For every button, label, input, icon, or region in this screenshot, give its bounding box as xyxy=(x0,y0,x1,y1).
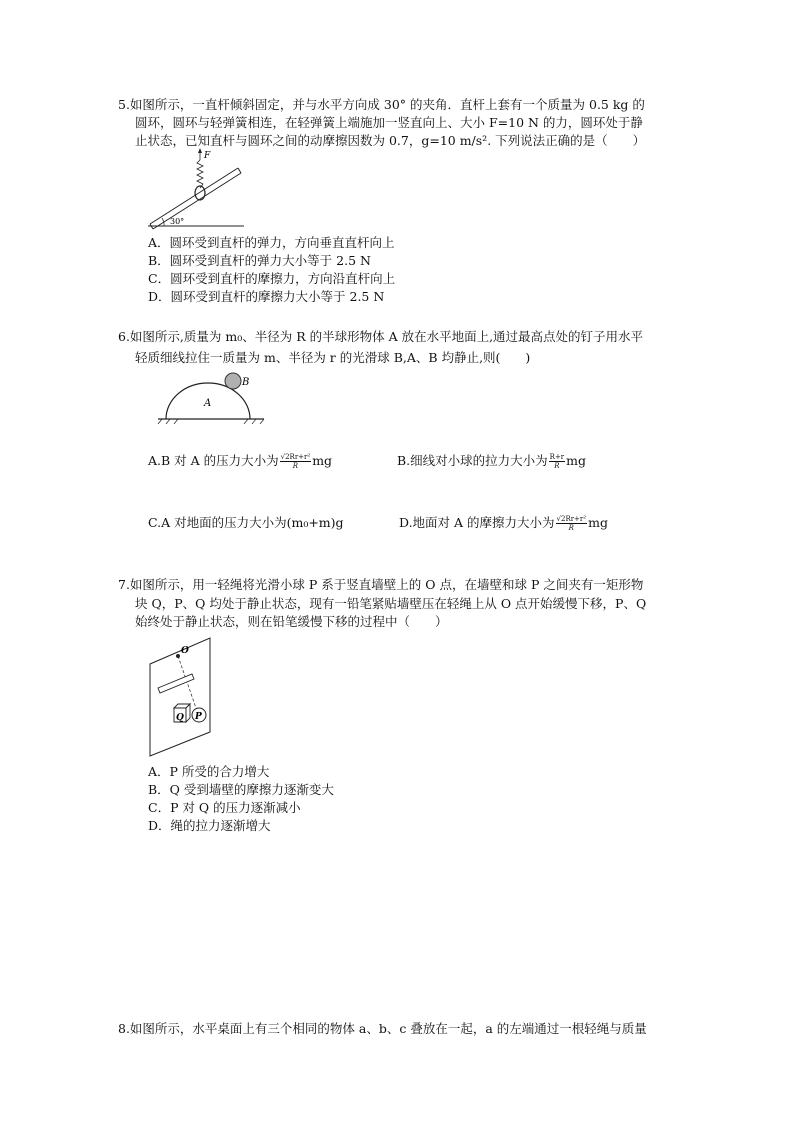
q5-line-3: 止状态，已知直杆与圆环之间的动摩擦因数为 0.7，g=10 m/s². 下列说法正确的是（ ） xyxy=(135,133,646,148)
q5-spring xyxy=(197,160,203,188)
q7-label-o: O xyxy=(181,646,189,656)
q6-option-d-fraction: $\frac{\text{√2Rr+r²}}{R}$ xyxy=(556,515,587,532)
q5-ring xyxy=(195,186,205,200)
q6-option-d-text: D.地面对 A 的摩擦力大小为 xyxy=(399,515,555,530)
q6-option-a-text: A.B 对 A 的压力大小为 xyxy=(148,453,279,468)
q6-line-1: 6.如图所示,质量为 m₀、半径为 R 的半球形物体 A 放在水平地面上,通过最高点处的钉子用水平 xyxy=(118,329,644,344)
q5-line-2: 圆环，圆环与轻弹簧相连，在轻弹簧上端施加一竖直向上、大小 F=10 N 的力，圆环处于静 xyxy=(135,115,643,130)
q7-figure-wall xyxy=(146,636,222,760)
q7-label-q: Q xyxy=(176,713,184,723)
q6-ball-b xyxy=(225,373,241,389)
q6-ground-hatch xyxy=(158,419,264,424)
q5-option-d: D．圆环受到直杆的摩擦力大小等于 2.5 N xyxy=(148,289,385,304)
q5-option-a: A．圆环受到直杆的弹力，方向垂直直杆向上 xyxy=(148,235,395,250)
q7-line-1: 7.如图所示，用一轻绳将光滑小球 P 系于竖直墙壁上的 O 点，在墙壁和球 P 之间夹有一矩形物 xyxy=(118,577,644,592)
q6-option-a: A.B 对 A 的压力大小为 $\frac{\text{√2Rr+r²}}{R}$ mg xyxy=(148,453,333,470)
q7-option-a: A．P 所受的合力增大 xyxy=(148,764,270,779)
q6-option-c: C.A 对地面的压力大小为(m₀+m)g xyxy=(148,515,344,530)
q6-line-2: 轻质细线拉住一质量为 m、半径为 r 的光滑球 B,A、B 均静止,则( ) xyxy=(135,350,531,365)
q6-option-a-fraction: $\frac{\text{√2Rr+r²}}{R}$ xyxy=(280,453,311,470)
q8-line-1: 8.如图所示，水平桌面上有三个相同的物体 a、b、c 叠放在一起，a 的左端通过一根轻绳与质量 xyxy=(118,1021,647,1036)
q7-line-3: 始终处于静止状态，则在铅笔缓慢下移的过程中（ ） xyxy=(135,614,448,629)
q6-option-d: D.地面对 A 的摩擦力大小为 $\frac{\text{√2Rr+r²}}{R}$ mg xyxy=(399,515,608,532)
q5-figure-inclined-rod xyxy=(140,148,250,230)
q5-force-arrowhead xyxy=(198,148,202,153)
q7-pencil xyxy=(158,674,194,693)
q6-label-a: A xyxy=(204,398,212,409)
q7-option-b: B．Q 受到墙壁的摩擦力逐渐变大 xyxy=(148,782,334,797)
q6-option-b: B.细线对小球的拉力大小为 $\frac{R+r}{R}$ mg xyxy=(397,453,587,470)
q5-option-b: B．圆环受到直杆的弹力大小等于 2.5 N xyxy=(148,253,371,268)
q6-figure-hemisphere xyxy=(150,368,270,426)
q6-label-b: B xyxy=(242,377,250,388)
q7-option-d: D．绳的拉力逐渐增大 xyxy=(148,818,271,833)
q5-label-angle: 30° xyxy=(170,217,185,226)
q5-option-c: C．圆环受到直杆的摩擦力，方向沿直杆向上 xyxy=(148,271,396,286)
q5-rod xyxy=(150,168,241,229)
q7-wall xyxy=(150,638,210,756)
q7-label-p: P xyxy=(195,712,202,722)
q5-line-1: 5.如图所示，一直杆倾斜固定，并与水平方向成 30° 的夹角．直杆上套有一个质量为 0.5 kg 的 xyxy=(118,97,645,112)
q6-option-b-fraction: $\frac{R+r}{R}$ xyxy=(549,453,565,470)
q5-label-F: F xyxy=(204,151,211,161)
q7-option-c: C．P 对 Q 的压力逐渐减小 xyxy=(148,800,301,815)
q6-option-b-text: B.细线对小球的拉力大小为 xyxy=(397,453,548,468)
q5-angle-arc xyxy=(162,218,164,226)
q7-line-2: 块 Q，P、Q 均处于静止状态，现有一铅笔紧贴墙壁压在轻绳上从 O 点开始缓慢下移，P、Q xyxy=(135,596,647,611)
